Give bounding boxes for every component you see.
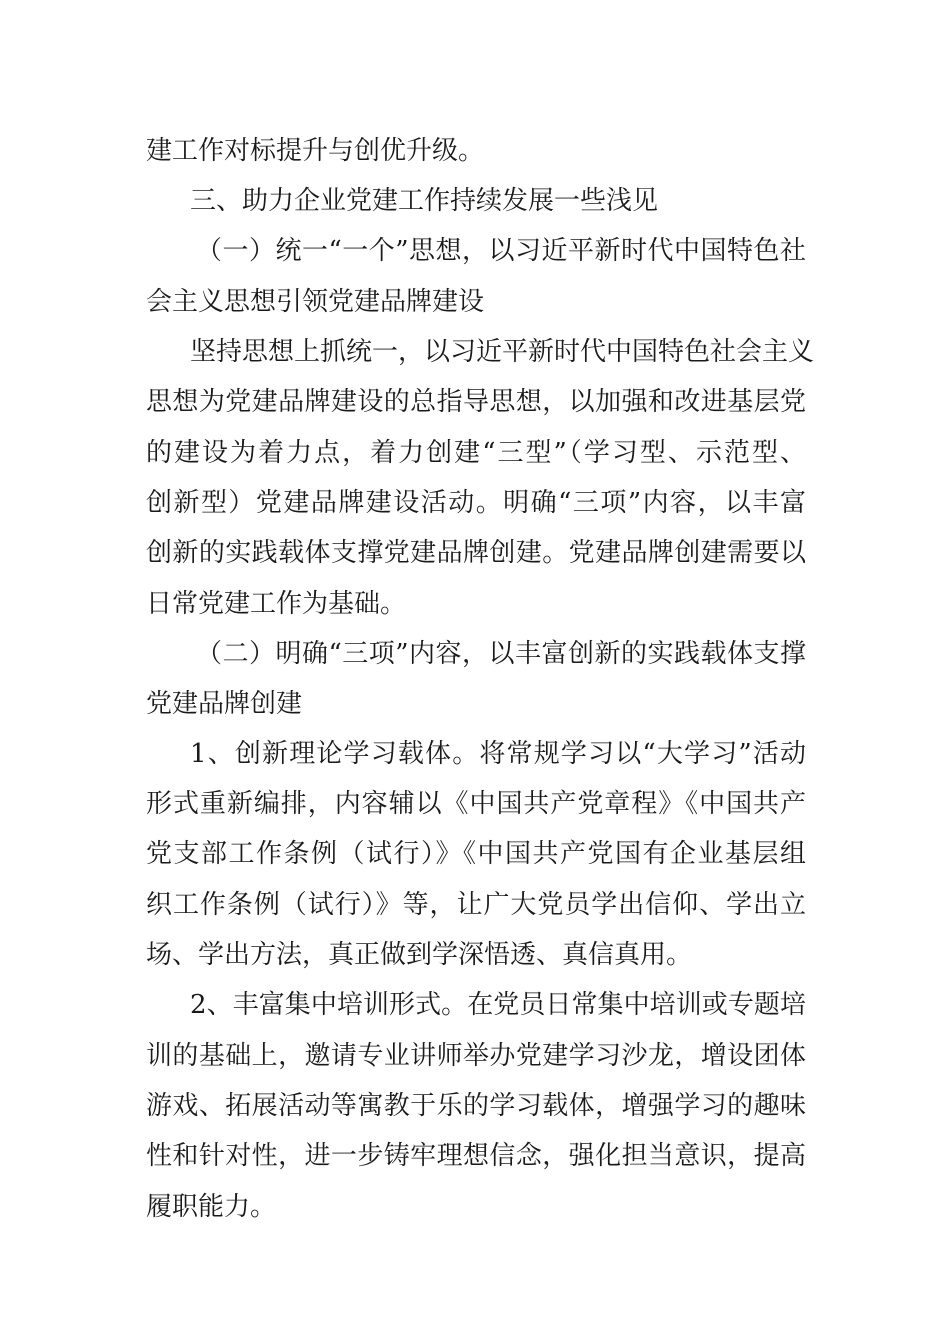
subsection-heading-1-line-2: 会主义思想引领党建品牌建设 (146, 287, 485, 317)
paragraph-1-line-4: 创新型）党建品牌建设活动。明确“三项”内容，以丰富 (146, 488, 806, 518)
item-1-line-2: 形式重新编排，内容辅以《中国共产党章程》《中国共产 (146, 789, 806, 819)
subsection-heading-1-line-1: （一）统一“一个”思想，以习近平新时代中国特色社 (196, 236, 806, 266)
section-heading-3: 三、助力企业党建工作持续发展一些浅见 (190, 186, 659, 216)
text-line-continuation: 建工作对标提升与创优升级。 (146, 136, 485, 166)
item-1-line-1: 1、创新理论学习载体。将常规学习以“大学习”活动 (190, 739, 806, 769)
paragraph-1-line-2: 思想为党建品牌建设的总指导思想，以加强和改进基层党 (146, 387, 806, 417)
subsection-heading-2-line-2: 党建品牌创建 (146, 689, 303, 719)
subsection-heading-2-line-1: （二）明确“三项”内容，以丰富创新的实践载体支撑 (196, 639, 806, 669)
item-1-line-3: 党支部工作条例（试行）》《中国共产党国有企业基层组 (146, 839, 806, 869)
item-2-line-1: 2、丰富集中培训形式。在党员日常集中培训或专题培 (190, 990, 806, 1020)
item-1-line-5: 场、学出方法，真正做到学深悟透、真信真用。 (146, 940, 693, 970)
paragraph-1-line-6: 日常党建工作为基础。 (146, 589, 407, 619)
paragraph-1-line-1: 坚持思想上抓统一，以习近平新时代中国特色社会主义 (190, 337, 815, 367)
paragraph-1-line-3: 的建设为着力点，着力创建“三型”（学习型、示范型、 (146, 438, 806, 468)
item-1-line-4: 织工作条例（试行）》等，让广大党员学出信仰、学出立 (146, 890, 806, 920)
item-2-line-3: 游戏、拓展活动等寓教于乐的学习载体，增强学习的趣味 (146, 1091, 806, 1121)
item-2-line-5: 履职能力。 (146, 1192, 277, 1222)
item-2-line-2: 训的基础上，邀请专业讲师举办党建学习沙龙，增设团体 (146, 1041, 806, 1071)
item-2-line-4: 性和针对性，进一步铸牢理想信念，强化担当意识，提高 (146, 1141, 806, 1171)
paragraph-1-line-5: 创新的实践载体支撑党建品牌创建。党建品牌创建需要以 (146, 538, 806, 568)
